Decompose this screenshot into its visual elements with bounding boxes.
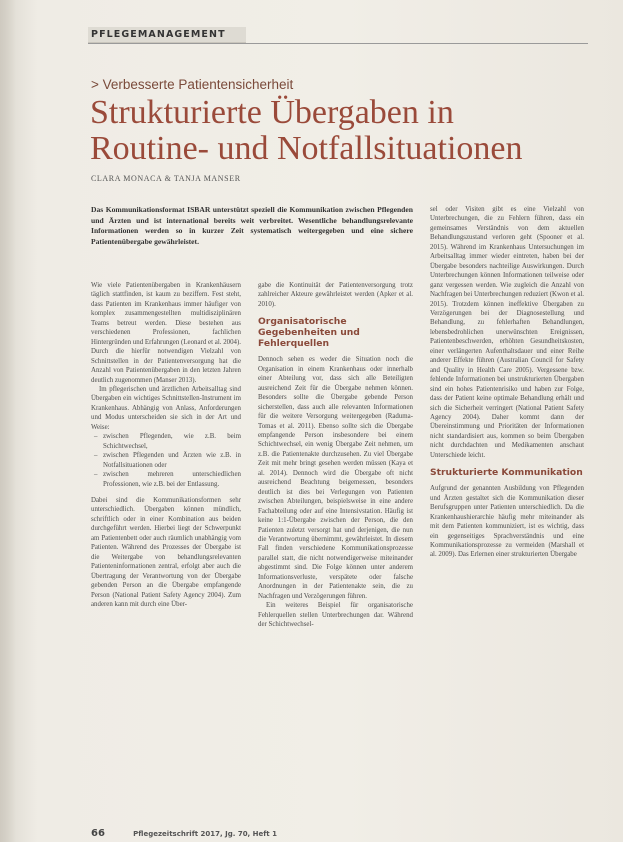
page-edge-shadow <box>0 0 16 842</box>
page-footer <box>91 828 277 839</box>
header-rule <box>88 43 588 44</box>
article-kicker: > Verbesserte Patientensicherheit <box>91 77 294 92</box>
list-item: – zwischen Pflegenden und Ärzten wie z.B. in Notfallsituationen oder <box>91 451 241 470</box>
article-abstract: Das Kommunikationsformat ISBAR unterstützt speziell die Kommunikation zwischen Pflegenden und Ärzten und ist international bereits weit verbreitet. Wesentliche behandlungsrelevante Informationen werden so in kurzer Zeit systematisch weitergegeben und eine sichere Patientenübergabe gewährleistet. <box>91 205 413 246</box>
bullet-list <box>91 432 241 489</box>
text-column-3 <box>430 205 584 560</box>
paragraph: Ein weiteres Beispiel für organisatorische Fehlerquellen stellen Unterbrechungen dar. Während der Schichtwechsel- <box>258 602 413 629</box>
text-column-1 <box>91 281 241 609</box>
paragraph: Wie viele Patientenübergaben in Krankenhäusern täglich stattfinden, ist kaum zu beziffern. Fest steht, dass Patienten im Krankenhaus immer häufiger von komplex zusammengestellten multidisziplinären Teams betreut werden. Diese bestehen aus verschiedenen Professionen, fachlichen Hintergründen und Erfahrungen (Leonard et al. 2004). Durch die hierfür notwendigen Vielzahl von Schnittstellen in der Patientenversorgung hat die Anzahl von Patientenübergaben in den letzten Jahren deutlich zugenommen (Manser 2013). <box>91 282 241 384</box>
subheading: Organisatorische Gegebenheiten und Fehlerquellen <box>258 316 360 350</box>
list-item: – zwischen Pflegenden, wie z.B. beim Schichtwechsel, <box>91 432 241 451</box>
paragraph: sel oder Visiten gibt es eine Vielzahl von Unterbrechungen, die zu Fehlern führen, dass ein gemeinsames Verständnis von dem aktuellen Behandlungszustand verloren geht (Spooner et al. 2015). Während im Krankenhaus Untersuchungen im Arbeitsalltag immer wieder eintreten, haben bei der Übergabe besonders nachteilige Auswirkungen. Durch Unterbrechungen können Informationen teilweise oder ganz vergessen werden. Wie zugleich die Anzahl von Nachfragen bei Unterbrechungen reduziert (Kwon et al. 2015). Trotzdem können ineffektive Übergaben zu Verzögerungen bei der Diagnosestellung und Behandlung, zu fehlerhaften Behandlungen, lebensbedrohlichen unerwünschten Ereignissen, Patientenbeschwerden, erhöhten Gesundheitskosten, einer verlängerten Aufenthaltsdauer und einer Reihe anderer Effekte führen (Australian Council for Safety and Quality in Health Care 2005). Vergessene bzw. fehlende Informationen bei unstrukturierten Übergaben sind ein hohes Patientenrisiko und haben zur Folge, dass der Patient keine optimale Behandlung erhält und sich die Sicherheit verringert (National Patient Safety Agency 2004). Daher kommt dann der Übereinstimmung und Prioritäten der Informationen nicht standardisiert aus, kommen so beim Übergaben nicht durchdachten und Medikamenten anschaut Unterschiede leicht. <box>430 206 585 459</box>
text-column-2 <box>258 281 413 630</box>
article-title <box>90 95 590 167</box>
title-line-1: Strukturierte Übergaben in <box>90 94 454 131</box>
paragraph: Dennoch sehen es weder die Situation noch die Organisation in einem Krankenhaus oder innerhalb einer Abteilung vor, dass sich alle Beteiligten ausreichend Zeit für die Übergabe nehmen können. Besonders sollte die Übergabe gebende Person sicherstellen, dass auch alle relevanten Informationen für die weitere Versorgung weitergegeben (Raduma-Tomas et al. 2011). Ebenso sollte sich die Übergabe empfangende Person insbesondere bei einem Schichtwechsel, ein wenig Übergabe Zeit nehmen, um z.B. die Patientenakte durchzusehen. Zu viel Übergabe Zeit mit mehr bringt gesehen werden müssen (Kaya et al. 2014). Dennoch wird die Übergabe oft nicht ausreichend Beachtung beigemessen, besonders deutlich ist dies bei Verlegungen von Patienten zwischen Abteilungen, beispielsweise in eine andere Fachabteilung oder auf eine Intensivstation. Häufig ist keine 1:1-Übergabe zwischen der Person, die den Patienten zuletzt versorgt hat und derjenigen, die nun die Verantwortung übernimmt, gewährleistet. In diesem Fall finden verschiedene Kommunikationsprozesse parallel statt, die nicht notwendigerweise miteinander abgestimmt sind. Die Folge können unter anderem Informationsverluste, verspätete oder falsche Anordnungen in der Patientenakte sein, die zu Nachfragen und Verzögerungen führen. <box>258 356 413 600</box>
article-authors: CLARA MONACA & TANJA MANSER <box>91 174 241 183</box>
paragraph: Aufgrund der genannten Ausbildung von Pflegenden und Ärzten gestaltet sich die Kommunikation dieser Berufsgruppen unter Patienten unterschiedlich. Da die Krankenhaushierarchie häufig mehr miteinander als mit dem Patienten kommuniziert, ist es wichtig, dass ein gegenseitiges Sprachverständnis und eine Kommunikationsprozesse zu vermeiden (Marshall et al. 2009). Das Erlernen einer strukturierten Übergabe <box>430 485 584 559</box>
subheading: Strukturierte Kommunikation <box>430 467 583 479</box>
list-item: – zwischen mehreren unterschiedlichen Professionen, wie z.B. bei der Entlassung. <box>91 470 241 489</box>
paragraph: Im pflegerischen und ärztlichen Arbeitsalltag sind Übergaben ein wichtiges Schnittstellen-Instrument im Krankenhaus. Abhängig von Anlass, Anforderungen und Modus unterscheiden sie sich in der Art und Weise: <box>91 385 241 431</box>
section-label: PFLEGEMANAGEMENT <box>91 29 226 40</box>
paragraph: Dabei sind die Kommunikationsformen sehr unterschiedlich. Übergaben können mündlich, schriftlich oder in einer Kombination aus beiden durchgeführt werden. Hierbei liegt der Schwerpunkt am Patientenbett oder auch räumlich unabhängig vom Patienten. Während des Prozesses der Übergabe ist die Weitergabe von behandlungsrelevanten Patienteninformationen zentral, erfolgt aber auch die Übertragung der Verantwortung von der Übergabe gebenden Person an die Übergabe empfangende Person (National Patient Safety Agency 2004). Zum anderen kann mit durch eine Über- <box>91 496 241 608</box>
footer-source: Pflegezeitschrift 2017, Jg. 70, Heft 1 <box>133 830 277 838</box>
page-number: 66 <box>91 828 105 839</box>
paragraph: gabe die Kontinuität der Patientenversorgung trotz zahlreicher Akteure gewährleistet werden (Apker et al. 2010). <box>258 282 413 308</box>
title-line-2: Routine- und Notfallsituationen <box>90 130 523 167</box>
